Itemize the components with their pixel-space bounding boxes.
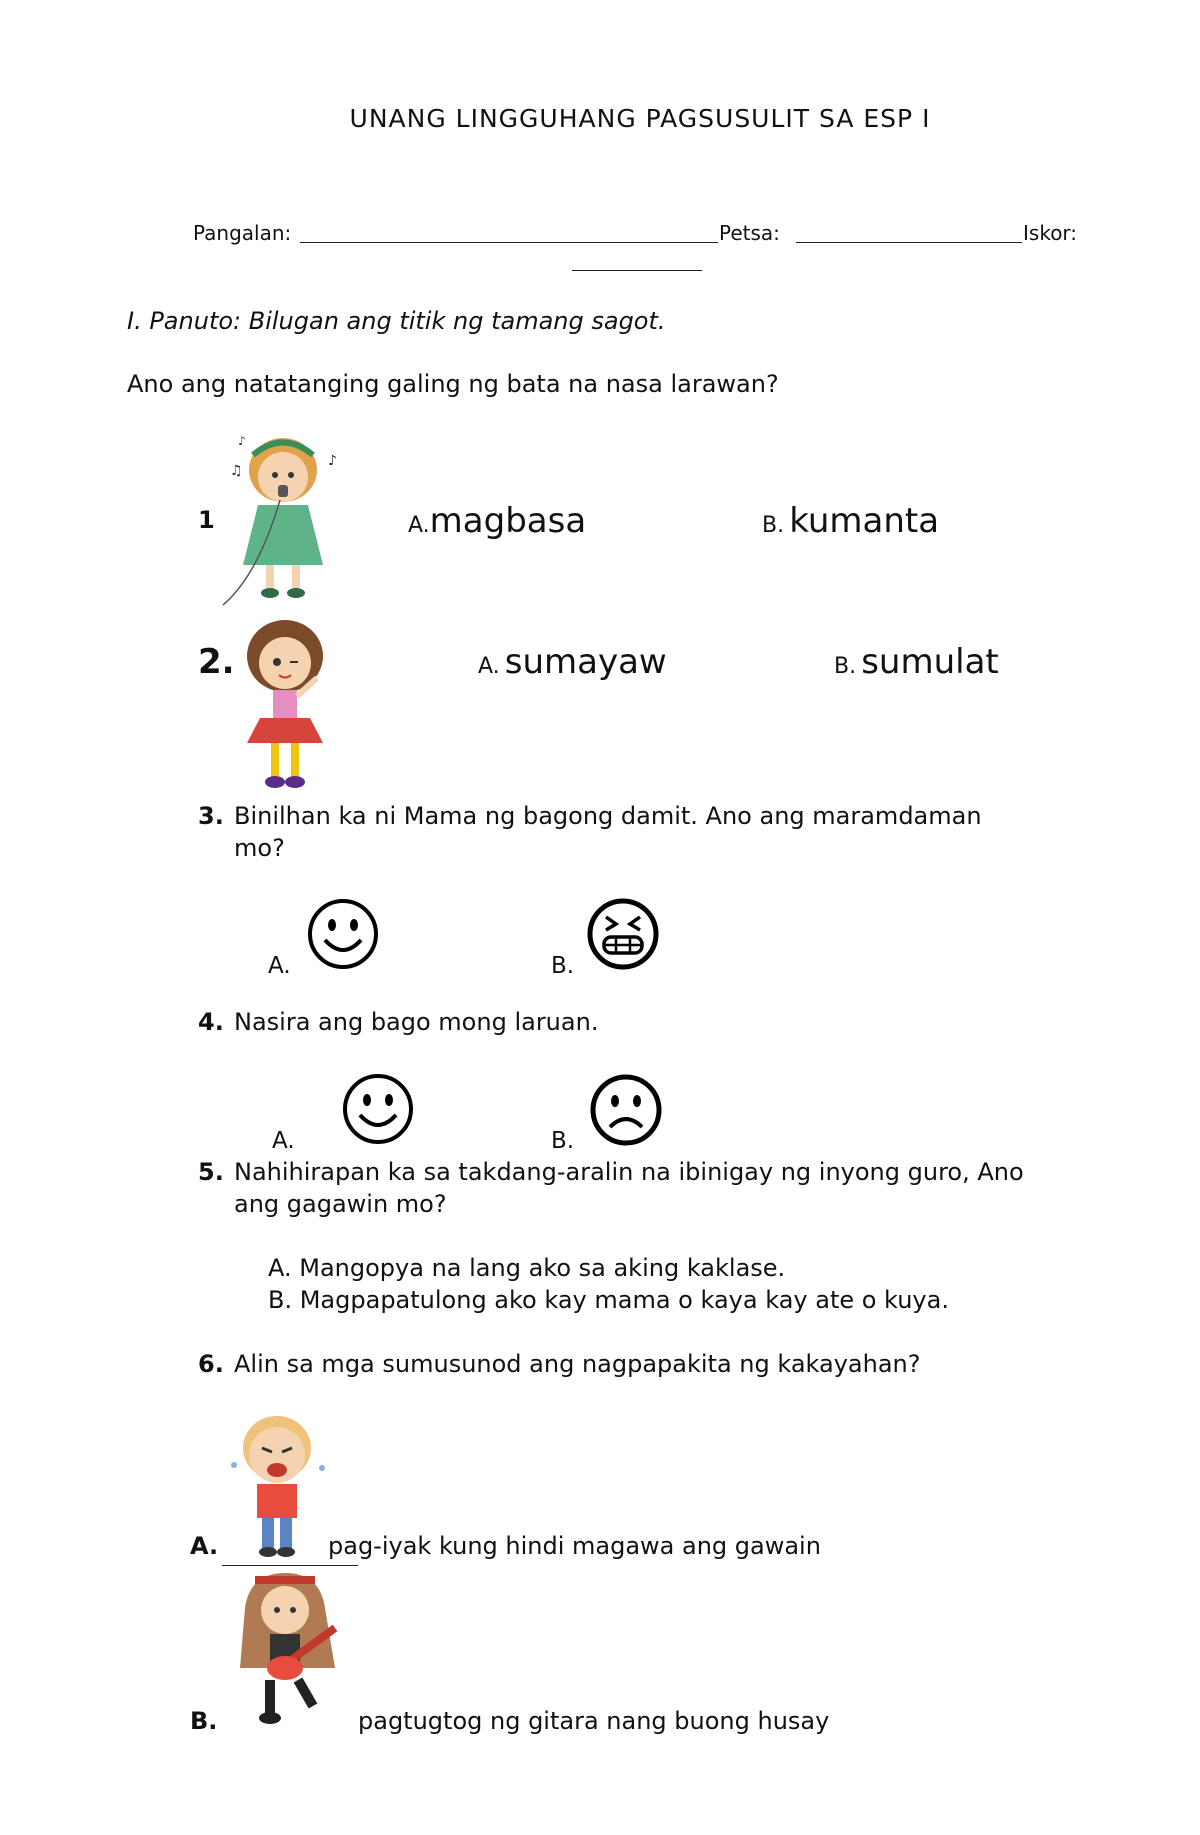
girl-singing-icon bbox=[218, 425, 353, 610]
q5-text-line2: ang gagawin mo? bbox=[234, 1190, 447, 1218]
svg-text:♫: ♫ bbox=[230, 463, 243, 479]
question-intro: Ano ang natatanging galing ng bata na nasa larawan? bbox=[127, 370, 779, 398]
svg-text:♪: ♪ bbox=[238, 434, 246, 448]
smiley-face-icon[interactable] bbox=[307, 898, 379, 970]
frowning-face-icon[interactable] bbox=[589, 1073, 663, 1147]
q5-text-line1: Nahihirapan ka sa takdang-aralin na ibinigay ng inyong guro, Ano bbox=[234, 1158, 1024, 1186]
q6-option-b-letter[interactable]: B. bbox=[190, 1707, 218, 1735]
date-label: Petsa: bbox=[719, 221, 780, 245]
score-label: Iskor: bbox=[1023, 221, 1078, 245]
q2-option-b-letter: B. bbox=[834, 654, 857, 679]
q2-number: 2. bbox=[198, 642, 235, 682]
q1-option-a-text: magbasa bbox=[429, 501, 587, 541]
date-field[interactable] bbox=[796, 242, 1022, 243]
q6-answer-line bbox=[222, 1565, 358, 1566]
q6-option-a-letter[interactable]: A. bbox=[190, 1532, 219, 1560]
q4-option-a-letter[interactable]: A. bbox=[272, 1128, 295, 1154]
score-field[interactable] bbox=[572, 270, 702, 271]
q5-option-a[interactable]: A. Mangopya na lang ako sa aking kaklase. bbox=[268, 1254, 786, 1282]
q4-number: 4. bbox=[198, 1008, 224, 1036]
name-label: Pangalan: bbox=[193, 221, 292, 245]
q1-option-a-letter: A. bbox=[408, 513, 430, 538]
q2-option-a-text: sumayaw bbox=[504, 642, 667, 682]
svg-text:♪: ♪ bbox=[328, 453, 337, 469]
q6-option-b-text[interactable]: pagtugtog ng gitara nang buong husay bbox=[358, 1707, 830, 1735]
q4-option-b-letter[interactable]: B. bbox=[551, 1128, 575, 1154]
laughing-squint-face-icon[interactable] bbox=[586, 897, 660, 971]
q3-option-a-letter[interactable]: A. bbox=[268, 953, 291, 979]
q1-number: 1 bbox=[198, 506, 215, 534]
q6-option-a-text[interactable]: pag-iyak kung hindi magawa ang gawain bbox=[328, 1532, 821, 1560]
q2-option-a-letter: A. bbox=[478, 654, 500, 679]
q4-text: Nasira ang bago mong laruan. bbox=[234, 1008, 599, 1036]
q5-number: 5. bbox=[198, 1158, 224, 1186]
q3-text-line1: Binilhan ka ni Mama ng bagong damit. Ano ang maramdaman bbox=[234, 802, 982, 830]
q2-option-b-text: sumulat bbox=[861, 642, 999, 682]
q6-text: Alin sa mga sumusunod ang nagpapakita ng kakayahan? bbox=[234, 1350, 921, 1378]
instruction: I. Panuto: Bilugan ang titik ng tamang sagot. bbox=[127, 307, 666, 335]
q6-number: 6. bbox=[198, 1350, 224, 1378]
crying-boy-icon bbox=[222, 1410, 332, 1560]
q1-option-a[interactable] bbox=[408, 501, 586, 541]
girl-guitar-icon bbox=[225, 1568, 360, 1733]
smiley-face-icon[interactable] bbox=[342, 1073, 414, 1145]
q3-option-b-letter[interactable]: B. bbox=[551, 953, 575, 979]
name-field[interactable] bbox=[300, 242, 718, 243]
q3-number: 3. bbox=[198, 802, 224, 830]
girl-dancing-icon bbox=[235, 618, 335, 798]
q1-option-b-text: kumanta bbox=[789, 501, 940, 541]
q1-option-b-letter: B. bbox=[762, 513, 785, 538]
q1-option-b[interactable] bbox=[762, 501, 939, 541]
q5-option-b[interactable]: B. Magpapatulong ako kay mama o kaya kay ate o kuya. bbox=[268, 1286, 949, 1314]
page-title: UNANG LINGGUHANG PAGSUSULIT SA ESP I bbox=[349, 104, 931, 133]
q3-text-line2: mo? bbox=[234, 834, 285, 862]
q2-option-a[interactable] bbox=[478, 642, 667, 682]
q2-option-b[interactable] bbox=[834, 642, 999, 682]
